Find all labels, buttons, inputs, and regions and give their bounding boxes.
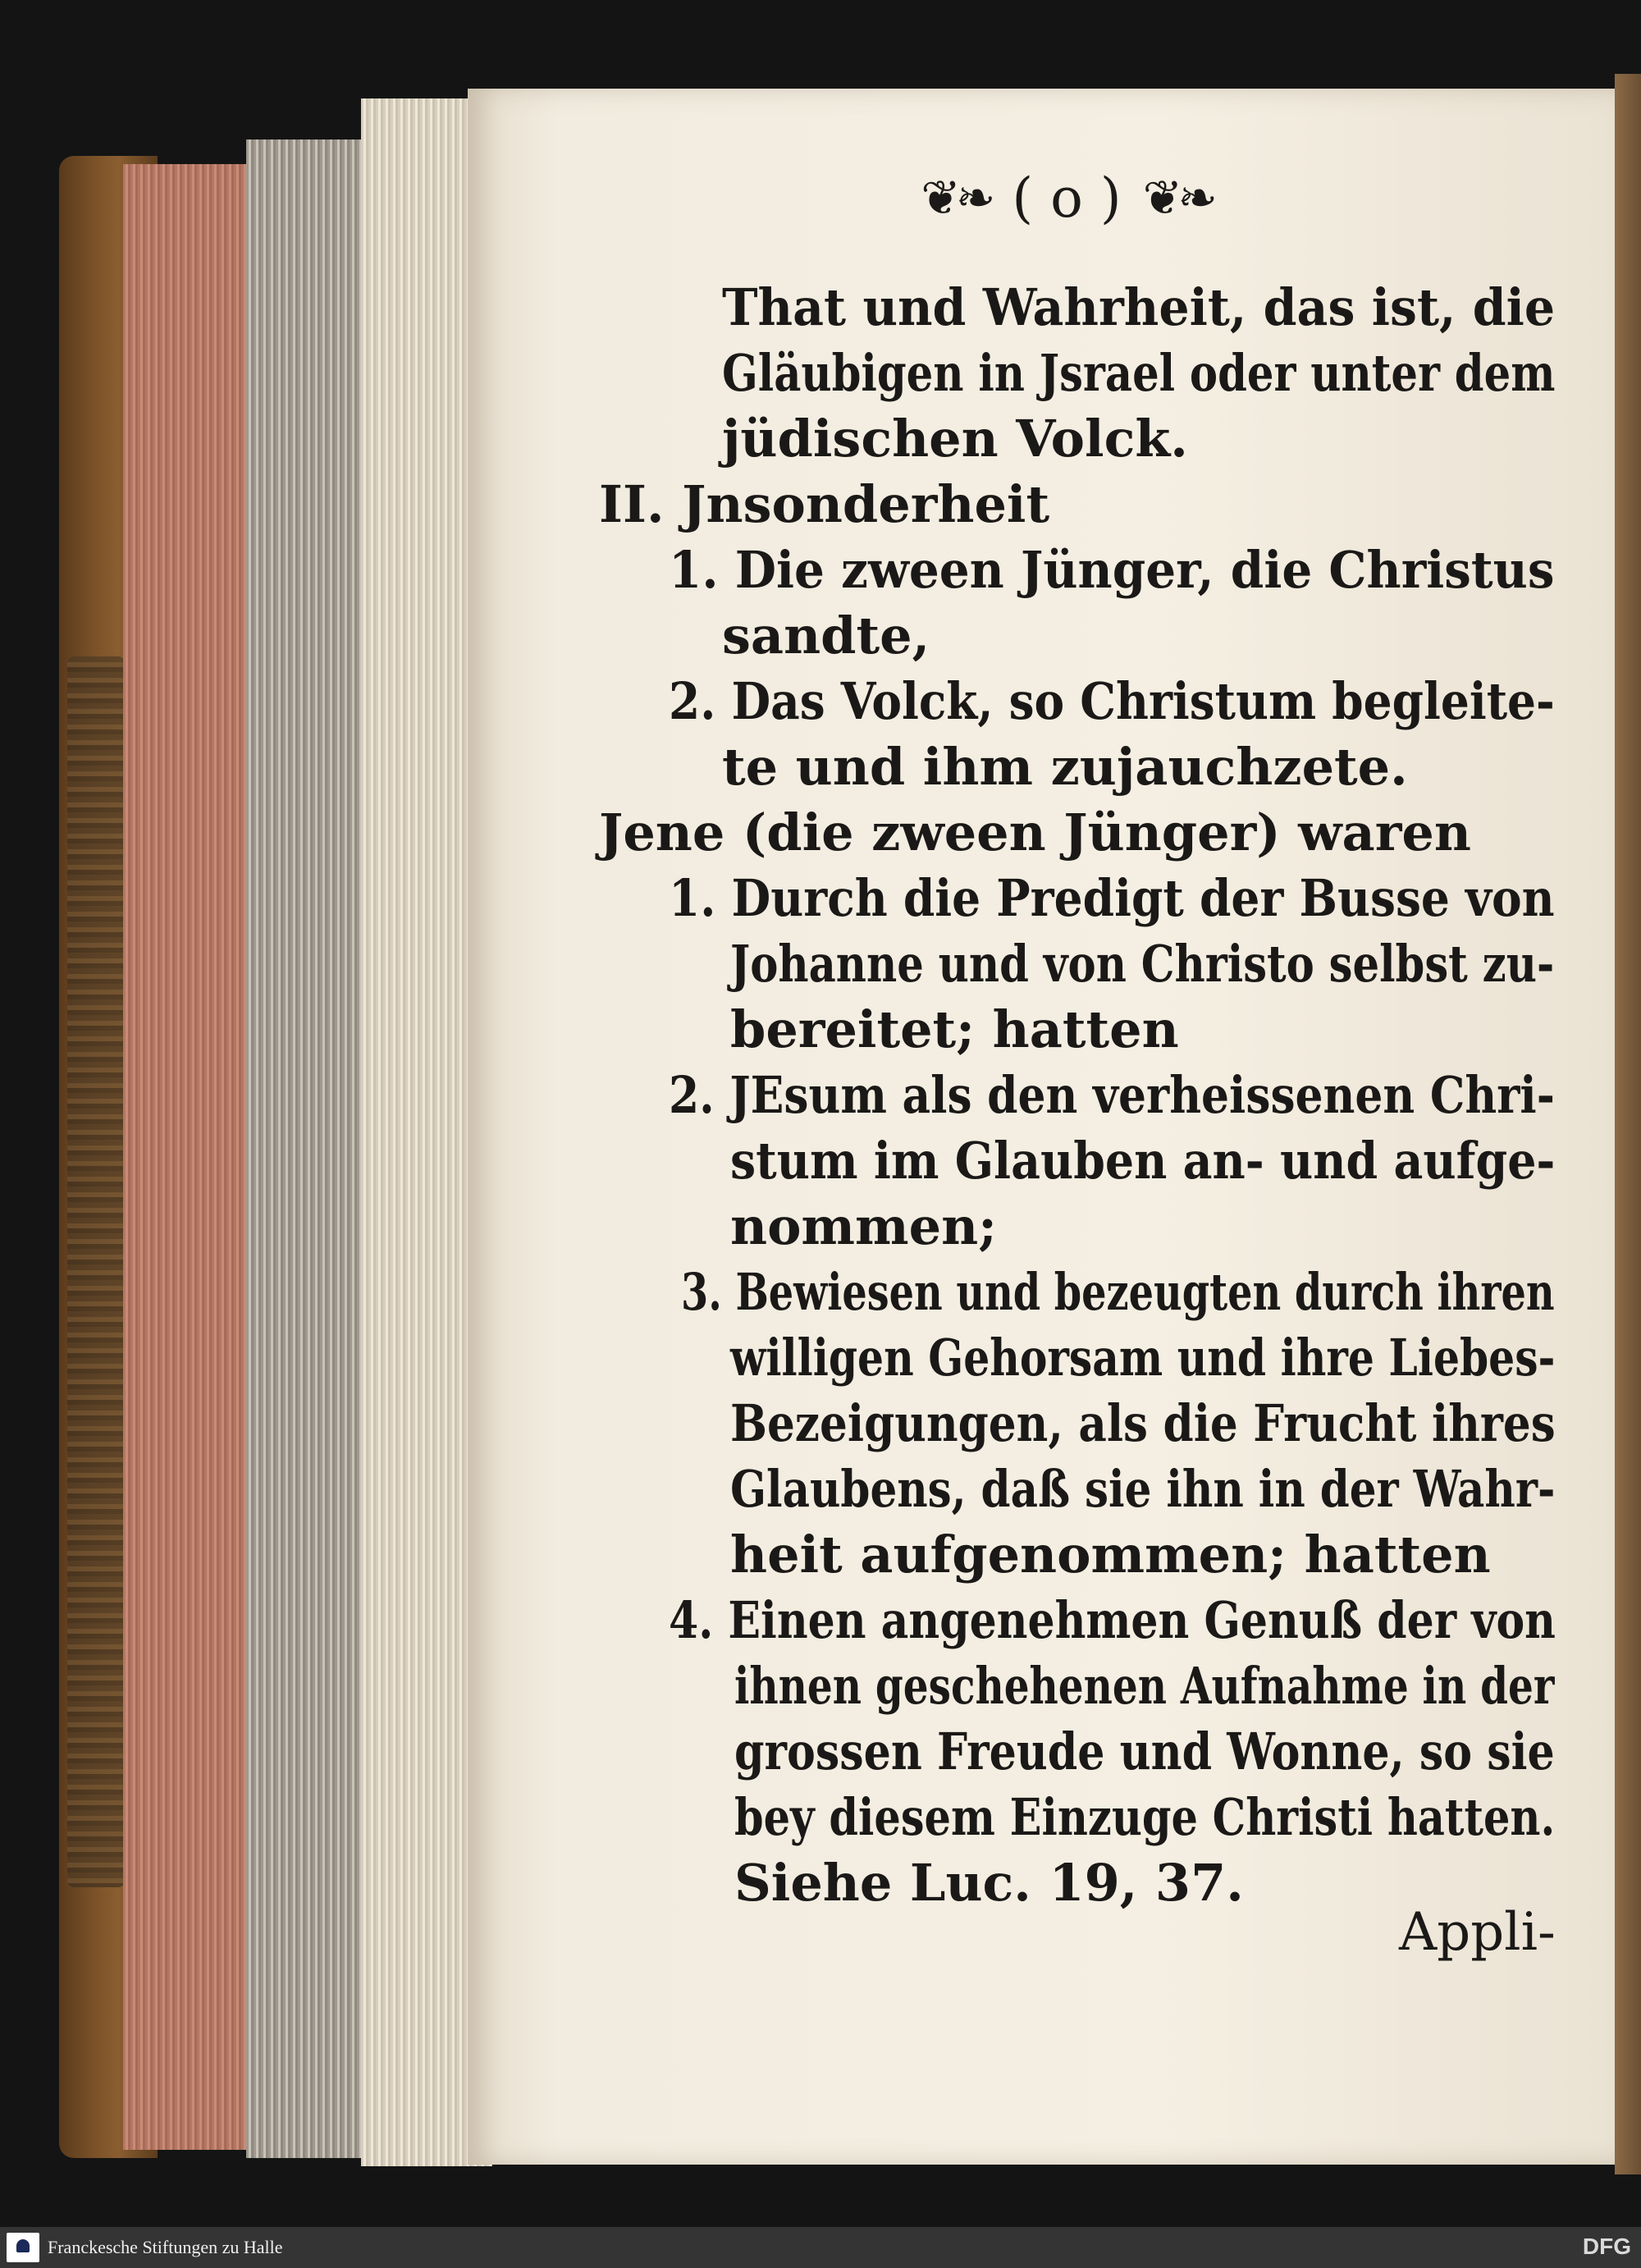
- text-line: 4. Einen angenehmen Genuß der von: [669, 1590, 1556, 1650]
- text-line: stum im Glauben an- und aufge-: [730, 1131, 1556, 1191]
- text-line: heit aufgenommen; hatten: [730, 1525, 1491, 1584]
- text-line: te und ihm zujauchzete.: [722, 737, 1408, 797]
- text-line: 2. Das Volck, so Christum begleite-: [669, 671, 1555, 731]
- text-line: That und Wahrheit, das ist, die: [722, 277, 1556, 337]
- funder-logo: DFG: [1582, 2234, 1631, 2259]
- footer-bar: [0, 2227, 1641, 2268]
- text-line: 2. JEsum als den verheissenen Chri-: [669, 1065, 1555, 1125]
- ornament-right-icon: ❦❧: [1142, 170, 1213, 226]
- page-header: [853, 161, 1280, 235]
- text-line: jüdischen Volck.: [722, 409, 1188, 469]
- text-line: Glaubens, daß sie ihn in der Wahr-: [730, 1459, 1556, 1519]
- text-line: Gläubigen in Jsrael oder unter dem: [722, 343, 1556, 403]
- text-line: 3. Bewiesen und bezeugten durch ihren: [681, 1262, 1555, 1322]
- text-line: bey diesem Einzuge Christi hatten.: [734, 1787, 1556, 1847]
- catchword: Appli-: [1399, 1902, 1556, 1963]
- text-line: Bezeigungen, als die Frucht ihres: [730, 1393, 1556, 1453]
- text-line: Siehe Luc. 19, 37.: [734, 1853, 1244, 1913]
- page-number: ( o ): [1012, 166, 1122, 230]
- section-heading: II. Jnsonderheit: [599, 474, 1050, 534]
- text-line: 1. Die zween Jünger, die Christus: [669, 540, 1555, 600]
- cover-texture: [67, 656, 125, 1887]
- ornament-left-icon: ❦❧: [921, 170, 991, 226]
- text-line: nommen;: [730, 1196, 998, 1256]
- text-line: 1. Durch die Predigt der Busse von: [669, 868, 1555, 928]
- binding-edge: [1615, 74, 1641, 2174]
- text-line: Jene (die zween Jünger) waren: [599, 802, 1471, 862]
- text-line: Johanne und von Christo selbst zu-: [730, 934, 1555, 994]
- page-edges-red: [123, 164, 263, 2150]
- text-line: bereitet; hatten: [730, 999, 1179, 1059]
- text-line: ihnen geschehenen Aufnahme in der: [734, 1656, 1555, 1716]
- institution-logo-icon: [7, 2233, 39, 2262]
- institution-name: Franckesche Stiftungen zu Halle: [48, 2237, 283, 2257]
- text-line: willigen Gehorsam und ihre Liebes-: [730, 1328, 1556, 1388]
- text-line: grossen Freude und Wonne, so sie: [734, 1722, 1555, 1781]
- page-edges-gray: [246, 139, 377, 2158]
- text-line: sandte,: [722, 606, 930, 665]
